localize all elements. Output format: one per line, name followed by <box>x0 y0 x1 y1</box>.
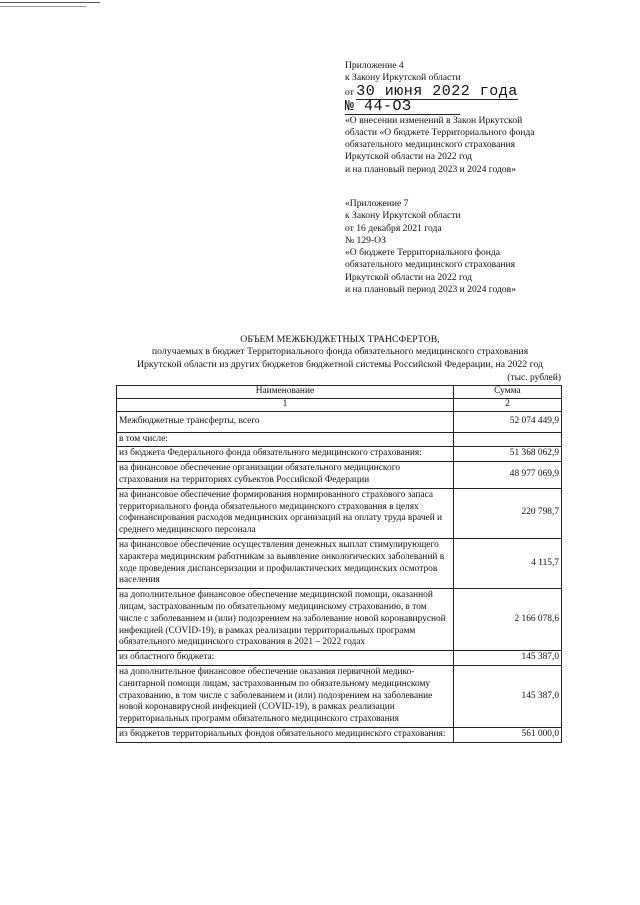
transfers-table <box>116 385 562 743</box>
title-line: получаемых в бюджет Территориального фонда обязательного медицинского страхования <box>151 346 529 358</box>
scan-edge-line <box>0 2 100 3</box>
appendix-law-title: Иркутской области на 2022 год <box>345 271 473 283</box>
row-sum: 561 000,0 <box>453 727 561 742</box>
appendix-current-header <box>345 60 535 176</box>
row-sum: 220 798,7 <box>453 488 561 538</box>
document-title <box>110 334 570 371</box>
table-row <box>117 411 562 432</box>
header-name: Наименование <box>117 386 454 399</box>
appendix-law-title: области «О бюджете Территориального фонда <box>345 126 535 138</box>
appendix-date: от 16 декабря 2021 года <box>345 222 442 234</box>
appendix-law-title: «О бюджете Территориального фонда <box>345 247 501 259</box>
appendix-number: Приложение 4 <box>345 60 404 71</box>
row-sum: 52 074 449,9 <box>453 411 561 432</box>
date-prefix: от <box>345 86 354 98</box>
row-sum: 2 166 078,6 <box>453 589 561 651</box>
appendix-original-header <box>345 198 516 296</box>
row-name: Межбюджетные трансферты, всего <box>117 411 454 432</box>
handwritten-law-number: № 44-ОЗ <box>345 100 460 115</box>
title-line: Иркутской области из других бюджетов бюджетной системы Российской Федерации, на 2022 год <box>136 358 544 370</box>
row-sum: 145 387,0 <box>453 651 561 666</box>
row-sum: 51 368 062,9 <box>453 447 561 462</box>
handwritten-date: 30 июня 2022 года <box>356 82 518 100</box>
row-name: на финансовое обеспечение формирования нормированного страхового запаса территориального фонда обязательного медицинского страхования в целях софинансирования расходов медицинских организаций на оплату труда врачей и среднего медицинского персонала <box>117 488 454 538</box>
table-column-numbers <box>117 398 562 411</box>
table-row <box>117 447 562 462</box>
table-row <box>117 589 562 651</box>
row-sum: 4 115,7 <box>453 538 561 588</box>
row-name: на дополнительное финансовое обеспечение оказания первичной медико-санитарной помощи лицам, застрахованным по обязательному медицинскому страхованию, в том числе с заболеванием и (или) подозрением на заболевание новой коронавирусной инфекцией (COVID-19), в рамках реализации территориальных программ обязательного медицинского страхования <box>117 665 454 727</box>
appendix-law-title: и на плановый период 2023 и 2024 годов» <box>345 284 516 296</box>
table-row <box>117 538 562 588</box>
row-name: из областного бюджета: <box>117 651 454 666</box>
table-row <box>117 651 562 666</box>
scan-edge-line <box>0 6 86 7</box>
appendix-law-number: № 129-ОЗ <box>345 234 386 246</box>
row-name: на дополнительное финансовое обеспечение медицинской помощи, оказанной лицам, застрахованным по обязательному медицинскому страхованию, в том числе с заболеванием и (или) подозрением на заболевание новой коронавирусной инфекцией (COVID-19), в рамках реализации территориальных программ обязательного медицинского страхования в 2021 – 2022 годах <box>117 589 454 651</box>
table-row <box>117 488 562 538</box>
table-row <box>117 665 562 727</box>
table-row <box>117 432 562 447</box>
table-header-row <box>117 386 562 399</box>
table-row <box>117 462 562 489</box>
row-sum: 145 387,0 <box>453 665 561 727</box>
row-name: из бюджетов территориальных фондов обязательного медицинского страхования: <box>117 727 454 742</box>
appendix-law-title: Иркутской области на 2022 год <box>345 151 473 163</box>
appendix-law-title: «О внесении изменений в Закон Иркутской <box>345 114 523 126</box>
appendix-law-title: обязательного медицинского страхования <box>345 139 516 151</box>
title-line: ОБЪЕМ МЕЖБЮДЖЕТНЫХ ТРАНСФЕРТОВ, <box>240 334 440 345</box>
appendix-law-ref: к Закону Иркутской области <box>345 210 461 222</box>
appendix-law-number-line <box>345 97 535 115</box>
row-name: в том числе: <box>117 432 454 447</box>
column-number: 1 <box>117 398 454 411</box>
table-row <box>117 727 562 742</box>
appendix-law-title: и на плановый период 2023 и 2024 годов» <box>345 163 516 175</box>
column-number: 2 <box>453 398 561 411</box>
appendix-law-ref: к Закону Иркутской области <box>345 72 461 84</box>
row-sum: 48 977 069,9 <box>453 462 561 489</box>
row-name: на финансовое обеспечение осуществления денежных выплат стимулирующего характера медицинским работникам за выявление онкологических заболеваний в ходе проведения диспансеризации и профилактических медицинских осмотров населения <box>117 538 454 588</box>
row-name: из бюджета Федерального фонда обязательного медицинского страхования: <box>117 447 454 462</box>
row-name: на финансовое обеспечение организации обязательного медицинского страхования на территориях субъектов Российской Федерации <box>117 462 454 489</box>
units-label: (тыс. рублей) <box>507 373 561 383</box>
header-sum: Сумма <box>453 386 561 399</box>
appendix-number: «Приложение 7 <box>345 198 409 209</box>
appendix-law-title: обязательного медицинского страхования <box>345 259 516 271</box>
row-sum <box>453 432 561 447</box>
